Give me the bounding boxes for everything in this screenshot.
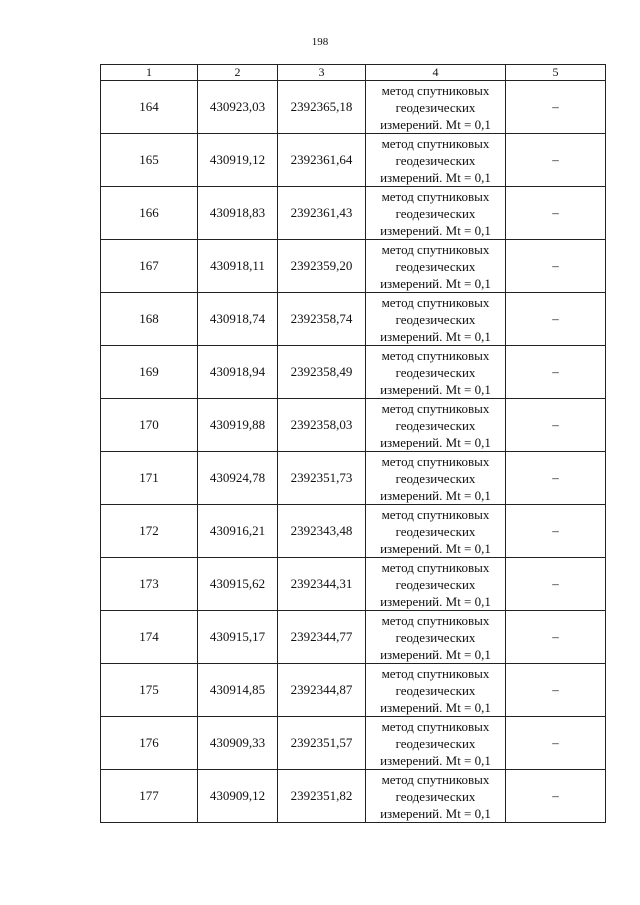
x-coordinate-cell: 430909,12 [198, 770, 278, 823]
method-line: измерений. Mt = 0,1 [380, 699, 491, 715]
method-line: метод спутниковых [381, 347, 490, 363]
method-line: геодезических [395, 417, 476, 433]
method-line: геодезических [395, 470, 476, 486]
method-line: геодезических [395, 99, 476, 115]
note-cell: – [506, 770, 606, 823]
x-coordinate-cell: 430918,74 [198, 293, 278, 346]
method-cell [366, 505, 506, 558]
y-coordinate-cell: 2392351,57 [278, 717, 366, 770]
method-line: геодезических [395, 523, 476, 539]
method-line: метод спутниковых [381, 612, 490, 628]
point-number-cell: 168 [101, 293, 198, 346]
table-row [101, 452, 606, 505]
page-number: 198 [311, 36, 329, 48]
table-row [101, 134, 606, 187]
note-cell: – [506, 505, 606, 558]
method-cell [366, 452, 506, 505]
table-header-row [101, 65, 606, 81]
method-cell [366, 187, 506, 240]
y-coordinate-cell: 2392344,77 [278, 611, 366, 664]
y-coordinate-cell: 2392358,74 [278, 293, 366, 346]
method-line: геодезических [395, 576, 476, 592]
method-line: геодезических [395, 311, 476, 327]
method-line: метод спутниковых [381, 241, 490, 257]
note-cell: – [506, 611, 606, 664]
x-coordinate-cell: 430924,78 [198, 452, 278, 505]
method-line: измерений. Mt = 0,1 [380, 487, 491, 503]
method-cell [366, 81, 506, 134]
note-cell: – [506, 664, 606, 717]
point-number-cell: 165 [101, 134, 198, 187]
x-coordinate-cell: 430914,85 [198, 664, 278, 717]
method-line: геодезических [395, 629, 476, 645]
note-cell: – [506, 399, 606, 452]
note-cell: – [506, 81, 606, 134]
column-header-4: 4 [366, 65, 506, 81]
column-header-1: 1 [101, 65, 198, 81]
y-coordinate-cell: 2392344,31 [278, 558, 366, 611]
method-line: измерений. Mt = 0,1 [380, 805, 491, 821]
method-line: измерений. Mt = 0,1 [380, 116, 491, 132]
point-number-cell: 173 [101, 558, 198, 611]
point-number-cell: 171 [101, 452, 198, 505]
table-row [101, 770, 606, 823]
y-coordinate-cell: 2392361,64 [278, 134, 366, 187]
note-cell: – [506, 187, 606, 240]
point-number-cell: 166 [101, 187, 198, 240]
method-cell [366, 346, 506, 399]
method-line: метод спутниковых [381, 665, 490, 681]
method-line: геодезических [395, 258, 476, 274]
point-number-cell: 176 [101, 717, 198, 770]
point-number-cell: 177 [101, 770, 198, 823]
method-line: измерений. Mt = 0,1 [380, 169, 491, 185]
y-coordinate-cell: 2392351,73 [278, 452, 366, 505]
method-line: измерений. Mt = 0,1 [380, 275, 491, 291]
method-line: метод спутниковых [381, 718, 490, 734]
method-line: измерений. Mt = 0,1 [380, 381, 491, 397]
y-coordinate-cell: 2392359,20 [278, 240, 366, 293]
note-cell: – [506, 240, 606, 293]
method-line: метод спутниковых [381, 400, 490, 416]
note-cell: – [506, 558, 606, 611]
method-cell [366, 293, 506, 346]
method-cell [366, 240, 506, 293]
x-coordinate-cell: 430915,62 [198, 558, 278, 611]
method-line: геодезических [395, 788, 476, 804]
note-cell: – [506, 134, 606, 187]
method-line: геодезических [395, 205, 476, 221]
method-line: измерений. Mt = 0,1 [380, 222, 491, 238]
table-row [101, 611, 606, 664]
table-row [101, 346, 606, 399]
point-number-cell: 175 [101, 664, 198, 717]
table-body [101, 81, 606, 823]
method-line: геодезических [395, 682, 476, 698]
table-row [101, 240, 606, 293]
method-line: метод спутниковых [381, 188, 490, 204]
x-coordinate-cell: 430923,03 [198, 81, 278, 134]
x-coordinate-cell: 430909,33 [198, 717, 278, 770]
method-line: измерений. Mt = 0,1 [380, 540, 491, 556]
y-coordinate-cell: 2392343,48 [278, 505, 366, 558]
table-row [101, 558, 606, 611]
x-coordinate-cell: 430918,11 [198, 240, 278, 293]
method-line: метод спутниковых [381, 506, 490, 522]
column-header-3: 3 [278, 65, 366, 81]
y-coordinate-cell: 2392361,43 [278, 187, 366, 240]
method-line: геодезических [395, 152, 476, 168]
x-coordinate-cell: 430919,12 [198, 134, 278, 187]
method-line: измерений. Mt = 0,1 [380, 752, 491, 768]
method-line: метод спутниковых [381, 294, 490, 310]
method-cell [366, 611, 506, 664]
method-line: метод спутниковых [381, 559, 490, 575]
column-header-5: 5 [506, 65, 606, 81]
point-number-cell: 164 [101, 81, 198, 134]
point-number-cell: 169 [101, 346, 198, 399]
x-coordinate-cell: 430919,88 [198, 399, 278, 452]
table-row [101, 187, 606, 240]
point-number-cell: 172 [101, 505, 198, 558]
note-cell: – [506, 346, 606, 399]
method-line: измерений. Mt = 0,1 [380, 434, 491, 450]
x-coordinate-cell: 430918,83 [198, 187, 278, 240]
method-line: геодезических [395, 364, 476, 380]
table-row [101, 293, 606, 346]
note-cell: – [506, 452, 606, 505]
method-line: метод спутниковых [381, 453, 490, 469]
method-line: измерений. Mt = 0,1 [380, 328, 491, 344]
y-coordinate-cell: 2392344,87 [278, 664, 366, 717]
method-cell [366, 134, 506, 187]
y-coordinate-cell: 2392358,49 [278, 346, 366, 399]
method-line: измерений. Mt = 0,1 [380, 646, 491, 662]
table-row [101, 664, 606, 717]
y-coordinate-cell: 2392358,03 [278, 399, 366, 452]
table-row [101, 505, 606, 558]
method-line: измерений. Mt = 0,1 [380, 593, 491, 609]
note-cell: – [506, 293, 606, 346]
column-header-2: 2 [198, 65, 278, 81]
y-coordinate-cell: 2392365,18 [278, 81, 366, 134]
x-coordinate-cell: 430918,94 [198, 346, 278, 399]
point-number-cell: 167 [101, 240, 198, 293]
x-coordinate-cell: 430915,17 [198, 611, 278, 664]
method-cell [366, 770, 506, 823]
y-coordinate-cell: 2392351,82 [278, 770, 366, 823]
table-row [101, 717, 606, 770]
method-line: геодезических [395, 735, 476, 751]
table-row [101, 81, 606, 134]
method-cell [366, 717, 506, 770]
x-coordinate-cell: 430916,21 [198, 505, 278, 558]
method-cell [366, 558, 506, 611]
method-cell [366, 664, 506, 717]
method-cell [366, 399, 506, 452]
point-number-cell: 174 [101, 611, 198, 664]
coordinates-table [100, 64, 606, 823]
method-line: метод спутниковых [381, 82, 490, 98]
point-number-cell: 170 [101, 399, 198, 452]
method-line: метод спутниковых [381, 771, 490, 787]
table-row [101, 399, 606, 452]
note-cell: – [506, 717, 606, 770]
method-line: метод спутниковых [381, 135, 490, 151]
